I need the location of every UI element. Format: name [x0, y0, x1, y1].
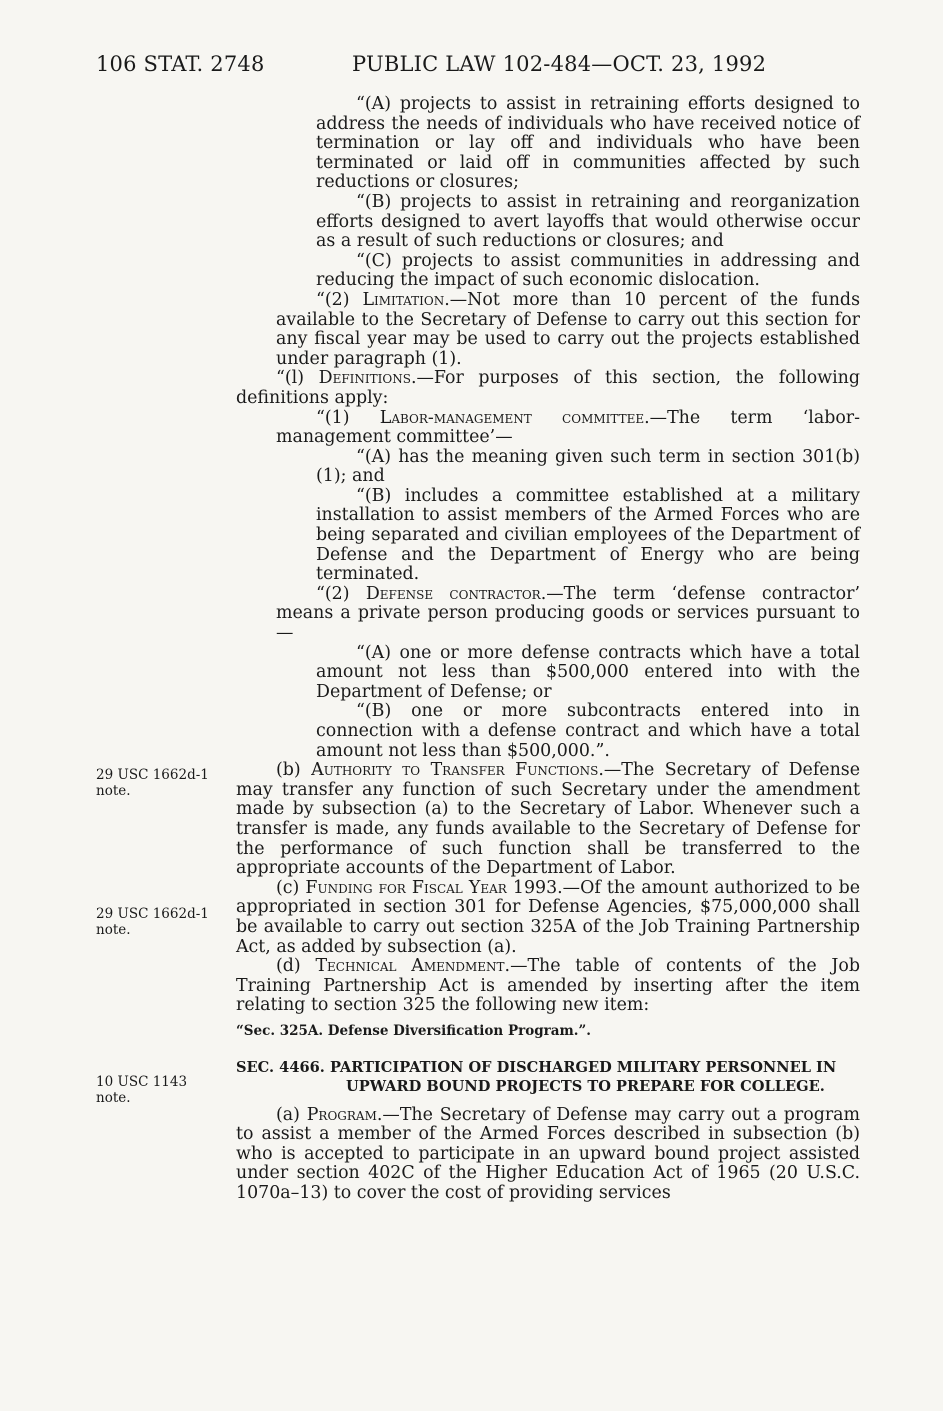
paragraph-text: —Not more than 10 percent of the funds available to the Secretary of Defense to carry out this section for any fiscal year may be used to carry out the projects established under paragraph (1). — [276, 289, 860, 369]
subsection-heading: Program. — [306, 1104, 383, 1125]
paragraph-projects-b: “(B) projects to assist in retraining and reorganization efforts designed to avert layoffs that would otherwise occur as a result of such reductions or closures; and — [316, 191, 860, 252]
subsection-heading: Technical Amendment. — [315, 956, 511, 977]
paragraph-number: “(2) — [316, 289, 363, 310]
subsection-d-technical — [236, 957, 860, 1016]
definition-dc-b: “(B) one or more subcontracts entered into in connection with a defense contract and which have a total amount not less than $500,000.”. — [316, 701, 860, 761]
section-heading — [236, 1058, 860, 1096]
paragraph-heading: Labor-management committee. — [379, 407, 650, 428]
subsection-number: (d) — [276, 956, 316, 977]
margin-note — [96, 906, 226, 938]
subsection-text: —The Secretary of Defense may transfer any function of such Secretary under the amendment made by subsection (a) to the Secretary of Labor. Whenever such a transfer is made, any funds available to the Secretary of Defense for the performance of such function shall be transferred to the appropriate accounts of the Department of Labor. — [236, 760, 860, 879]
margin-note-citation: 29 USC 1662d-1 — [96, 906, 209, 922]
definition-dc-a: “(A) one or more defense contracts which have a total amount not less than $500,000 entered into with the Department of Defense; or — [316, 642, 860, 702]
subsection-heading: Definitions. — [318, 368, 417, 389]
statute-body — [236, 95, 860, 1203]
margin-note-citation: 10 USC 1143 — [96, 1074, 188, 1090]
subsection-text: —For purposes of this section, the following definitions apply: — [236, 368, 860, 408]
paragraph-number: “(2) — [316, 583, 366, 604]
subsection-a-program — [236, 1106, 860, 1204]
section-heading-line1: SEC. 4466. PARTICIPATION OF DISCHARGED MILITARY PERSONNEL IN — [236, 1058, 837, 1076]
margin-note-citation: 29 USC 1662d-1 — [96, 767, 209, 783]
paragraph-number: “(1) — [316, 407, 380, 428]
subsection-number: “(l) — [276, 368, 319, 389]
paragraph-heading: Defense contractor. — [365, 583, 547, 604]
subsection-text: —Of the amount authorized to be appropriated in section 301 for Defense Agencies, $75,000,000 shall be available to carry out section 325A of the Job Training Partnership Act, as added by subsection (a). — [236, 877, 860, 957]
definition-lmc-b: “(B) includes a committee established at a military installation to assist members of the Armed Forces who are being separated and civilian employees of the Department of Defense and the Department of Energy who are being terminated. — [316, 485, 860, 585]
paragraph-projects-a: “(A) projects to assist in retraining efforts designed to address the needs of individuals who have received notice of termination or lay off and individuals who have been terminated or laid off in communities affected by such reductions or closures; — [316, 94, 860, 193]
margin-note — [96, 767, 226, 799]
stat-page-reference: 106 STAT. 2748 — [96, 52, 265, 76]
paragraph-text: —The term ‘defense contractor’ means a private person producing goods or services pursuant to— — [276, 583, 860, 644]
subsection-number: (c) — [276, 877, 306, 898]
subsection-c-funding — [236, 879, 860, 957]
margin-note-suffix: note. — [96, 783, 131, 799]
definition-lmc-a: “(A) has the meaning given such term in section 301(b)(1); and — [316, 446, 860, 487]
paragraph-heading: Limitation. — [362, 289, 450, 310]
subsection-number: (a) — [276, 1104, 307, 1125]
public-law-header: PUBLIC LAW 102-484—OCT. 23, 1992 — [352, 52, 767, 76]
paragraph-text: —The term ‘labor-management committee’— — [276, 407, 860, 448]
subsection-b-transfer — [236, 761, 860, 879]
definition-defense-contractor — [236, 585, 860, 644]
margin-note-suffix: note. — [96, 1090, 131, 1106]
section-heading-line2: UPWARD BOUND PROJECTS TO PREPARE FOR COLLEGE. — [346, 1077, 825, 1095]
subsection-number: (b) — [276, 760, 312, 781]
subsection-text: —The Secretary of Defense may carry out a program to assist a member of the Armed Forces described in subsection (b) who is accepted to participate in an upward bound project assisted under section 402C of the Higher Education Act of 1965 (20 U.S.C. 1070a–13) to cover the cost of providing services — [236, 1104, 861, 1203]
margin-note-suffix: note. — [96, 922, 131, 938]
subsection-text: —The table of contents of the Job Training Partnership Act is amended by inserting after the item relating to section 325 the following new item: — [236, 956, 860, 1016]
new-table-item: “Sec. 325A. Defense Diversification Program.”. — [236, 1022, 591, 1039]
paragraph-limitation — [236, 291, 860, 369]
subsection-heading: Authority to Transfer Functions. — [311, 760, 604, 781]
paragraph-projects-c: “(C) projects to assist communities in addressing and reducing the impact of such economic dislocation. — [316, 250, 860, 291]
subsection-heading: Funding for Fiscal Year 1993. — [305, 877, 563, 898]
margin-note — [96, 1074, 226, 1106]
subsection-definitions — [236, 369, 860, 408]
definition-labor-management — [236, 409, 860, 448]
